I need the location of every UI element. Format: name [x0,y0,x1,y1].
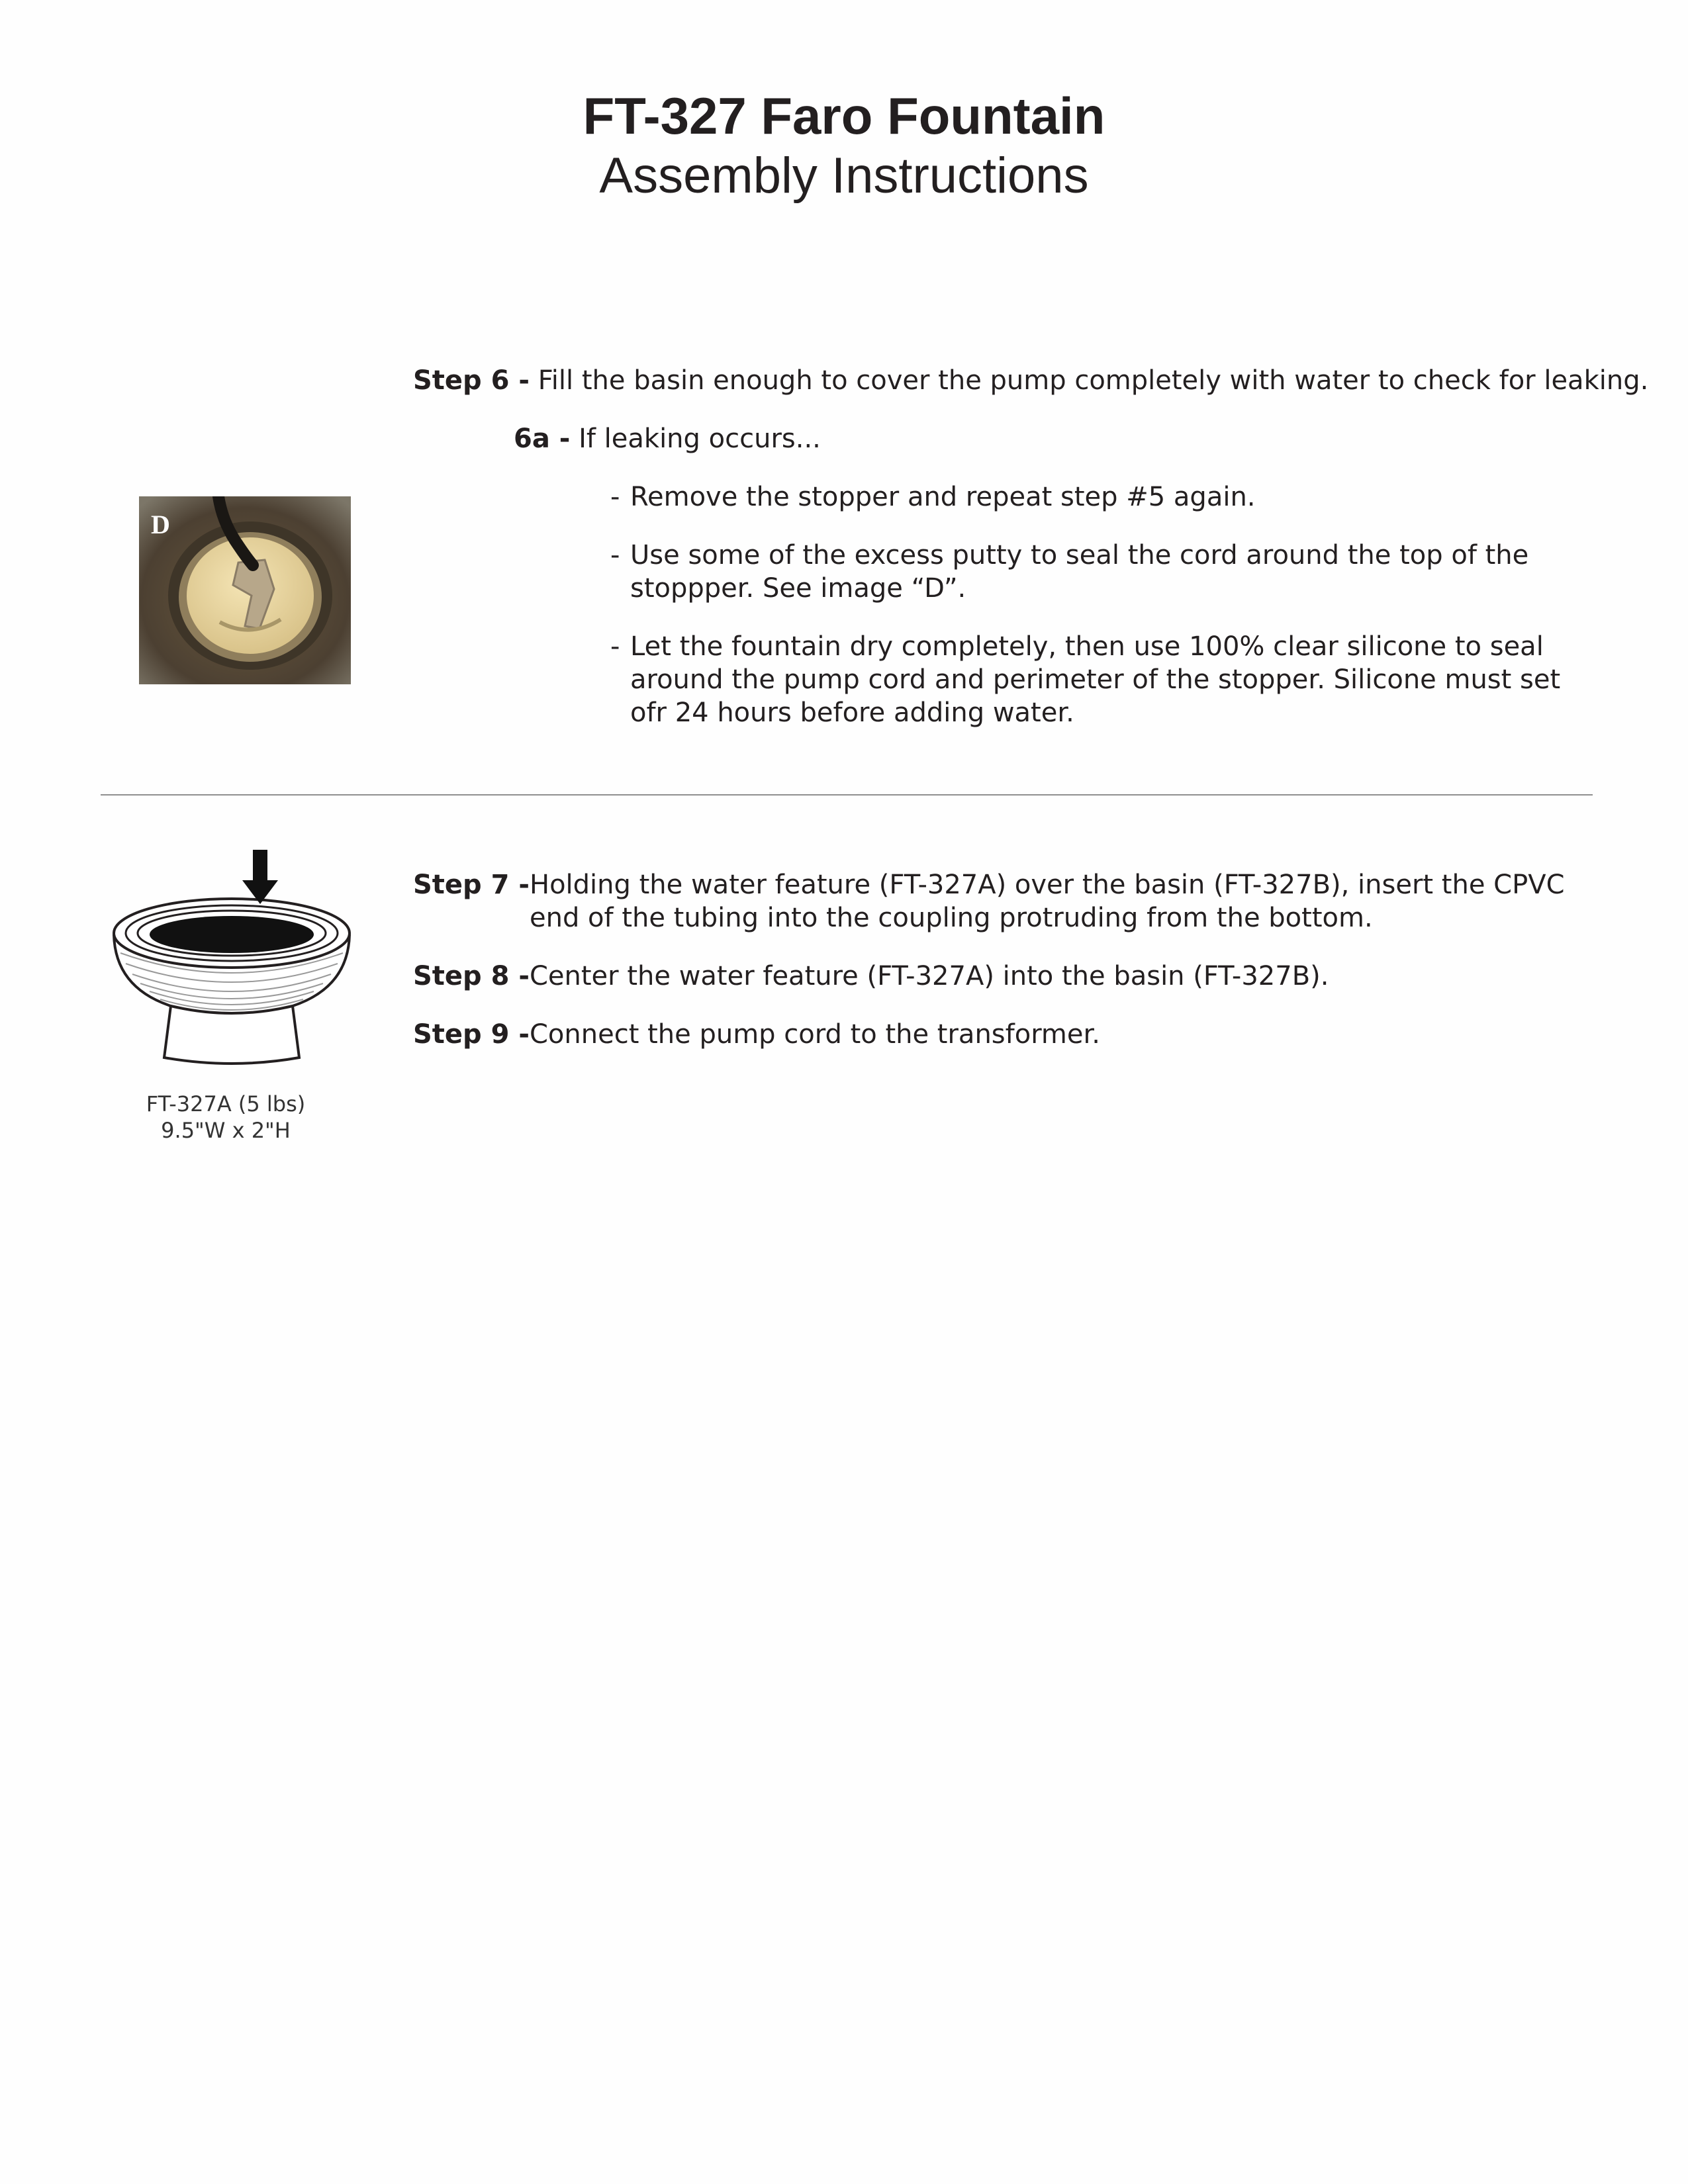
stopper-photo-d [139,496,351,684]
bullet-dash: - [610,540,620,570]
bullet-dash: - [610,482,620,512]
step-7-text: Holding the water feature (FT-327A) over the basin (FT-327B), insert the CPVC end of the tubing into the coupling protruding from the bottom. [529,870,1565,933]
step-6a [514,422,821,455]
step-6 [413,364,1648,397]
step-9 [413,1018,1598,1051]
step-6a-label: 6a - [514,424,571,454]
water-feature-illustration [106,847,357,1072]
product-caption [106,1091,346,1144]
step-6-label: Step 6 - [413,365,530,396]
step-6-text: Fill the basin enough to cover the pump completely with water to check for leaking. [538,365,1649,396]
page-title: FT-327 Faro Fountain [583,87,1105,145]
step-8 [413,960,1598,993]
step-8-label: Step 8 - [413,961,530,991]
page-subtitle: Assembly Instructions [599,148,1089,204]
caption-line-2: 9.5"W x 2"H [161,1118,291,1143]
step-8-text: Center the water feature (FT-327A) into the basin (FT-327B). [529,961,1329,991]
image-d-label: D [151,510,170,539]
caption-line-1: FT-327A (5 lbs) [146,1091,306,1116]
step-9-text: Connect the pump cord to the transformer. [529,1019,1100,1050]
step-7-label: Step 7 - [413,870,530,900]
bullet-text: Use some of the excess putty to seal the cord around the top of the stoppper. See image “D”. [630,540,1529,604]
bullet-text: Remove the stopper and repeat step #5 again. [630,482,1256,512]
bullet-text: Let the fountain dry completely, then use 100% clear silicone to seal around the pump cord and perimeter of the stopper. Silicone must set ofr 24 hours before adding water. [630,631,1561,728]
bullet-item [610,630,1597,729]
bullet-item [610,480,1256,514]
step-9-label: Step 9 - [413,1019,530,1050]
bullet-dash: - [610,631,620,662]
step-6a-text: If leaking occurs... [579,424,821,454]
section-divider [101,794,1593,796]
bullet-item [610,539,1597,605]
step-7 [413,868,1598,934]
